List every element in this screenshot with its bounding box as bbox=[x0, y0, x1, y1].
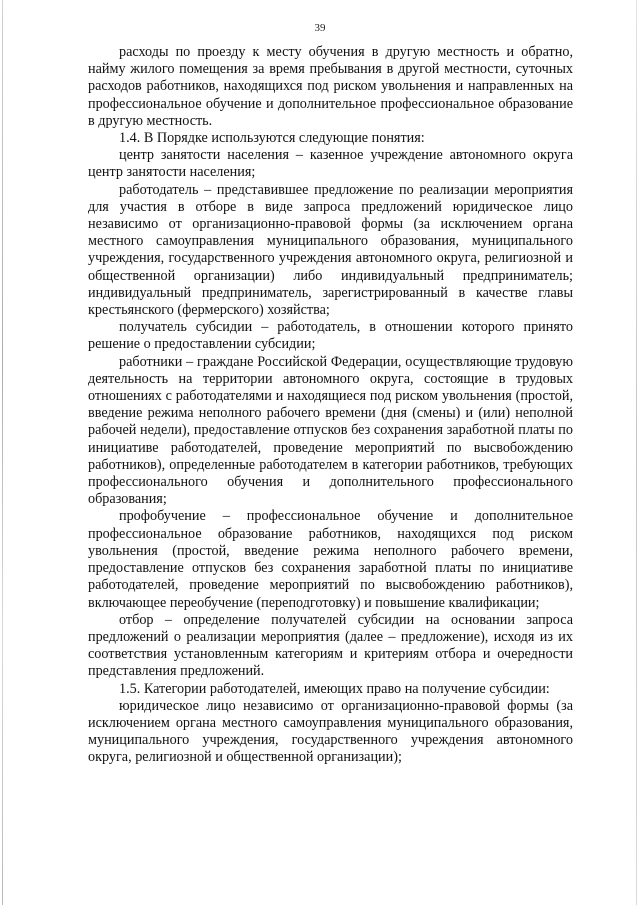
paragraph-1-5-categories: 1.5. Категории работодателей, имеющих право на получение субсидии: bbox=[119, 680, 550, 697]
paragraph-legal-entity: юридическое лицо независимо от организационно-правовой формы (за исключением органа местного самоуправления муниципального образования, муниципального учреждения, государственного учреждения автономного округа, религиозной и общественной организации); bbox=[88, 697, 573, 766]
paragraph-employer: работодатель – представившее предложение по реализации мероприятия для участия в отборе в виде запроса предложений юридическое лицо независимо от организационно-правовой формы (за исключением органа местного самоуправления муниципального образования, муниципального учреждения, государственного учреждения автономного округа, религиозной и общественной организации) либо индивидуальный предприниматель; индивидуальный предприниматель, зарегистрированный в качестве главы крестьянского (фермерского) хозяйства; bbox=[88, 181, 573, 319]
paragraph-selection: отбор – определение получателей субсидии на основании запроса предложений о реализации мероприятия (далее – предложение), исходя из их соответствия установленным категориям и критериям отбора и очередности представления предложений. bbox=[88, 611, 573, 680]
paragraph-1-4-concepts: 1.4. В Порядке используются следующие понятия: bbox=[119, 130, 425, 147]
paragraph-employment-center: центр занятости населения – казенное учреждение автономного округа центр занятости населения; bbox=[88, 147, 573, 181]
document-body bbox=[88, 44, 573, 767]
paragraph-subsidy-recipient: получатель субсидии – работодатель, в отношении которого принято решение о предоставлении субсидии; bbox=[88, 319, 573, 353]
scan-edge-right bbox=[636, 0, 637, 905]
scan-edge-left bbox=[2, 0, 3, 905]
paragraph-workers: работники – граждане Российской Федерации, осуществляющие трудовую деятельность на территории автономного округа, состоящие в трудовых отношениях с работодателями и находящиеся под риском увольнения (простой, введение режима неполного рабочего времени (дня (смены) и (или) неполной рабочей недели), предоставление отпусков без сохранения заработной платы по инициативе работодателей, проведение мероприятий по высвобождению работников), определенные работодателем в категории работников, требующих профессионального обучения и дополнительного профессионального образования; bbox=[88, 353, 573, 508]
paragraph-travel-expenses: расходы по проезду к месту обучения в другую местность и обратно, найму жилого помещения за время пребывания в другой местности, суточных расходов работников, находящихся под риском увольнения и направленных на профессиональное обучение и дополнительное профессиональное образование в другую местность. bbox=[88, 44, 573, 129]
page-number: 39 bbox=[314, 22, 326, 34]
paragraph-training: профобучение – профессиональное обучение и дополнительное профессиональное образование работников, находящихся под риском увольнения (простой, введение режима неполного рабочего времени, предоставление отпусков без сохранения заработной платы по инициативе работодателей, проведение мероприятий по высвобождению работников), включающее переобучение (переподготовку) и повышение квалификации; bbox=[88, 508, 573, 611]
